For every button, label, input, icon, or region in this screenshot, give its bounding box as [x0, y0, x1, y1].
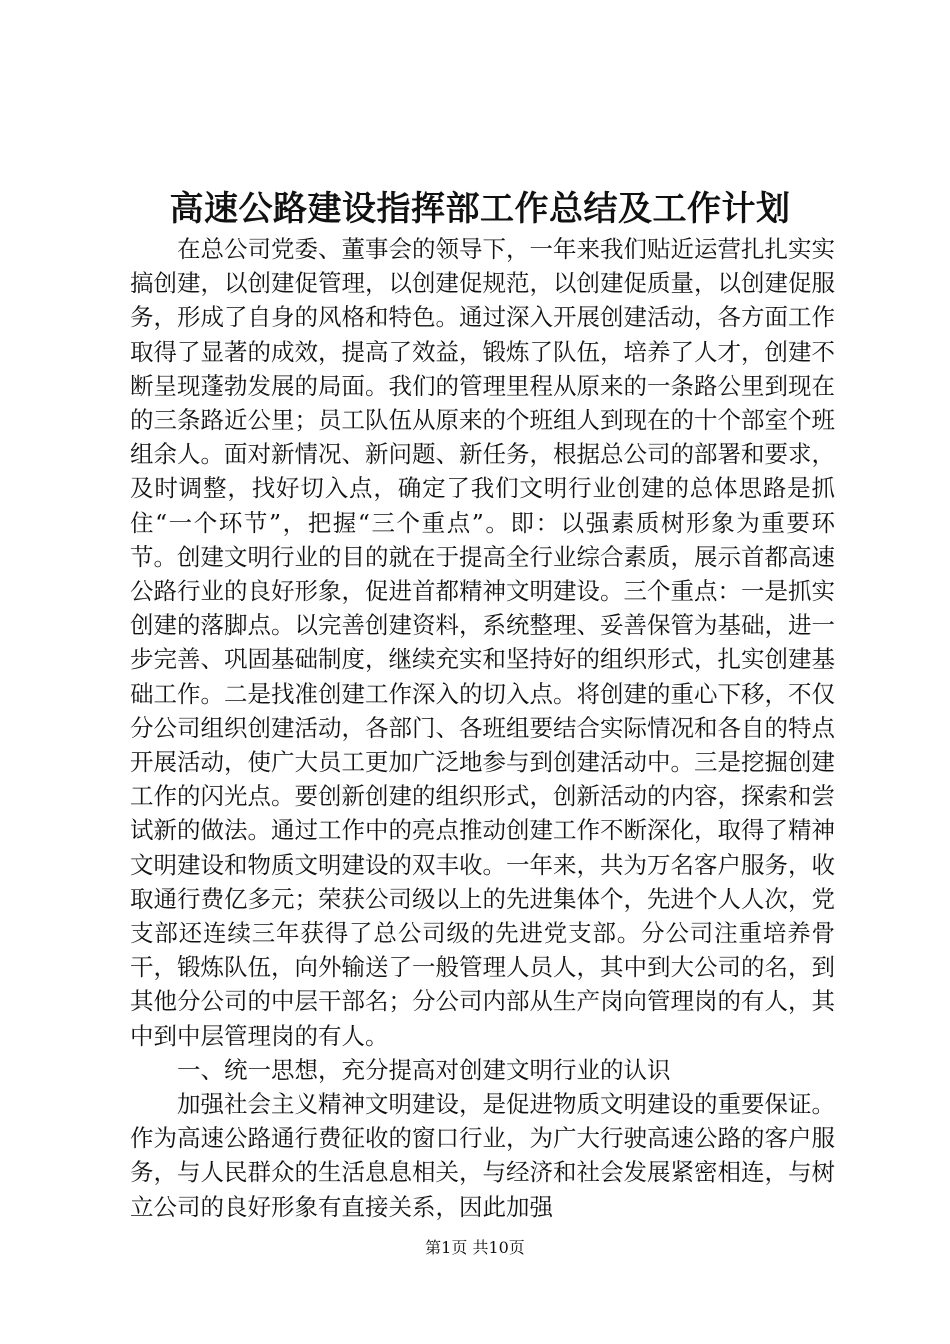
- document-title: 高速公路建设指挥部工作总结及工作计划: [169, 189, 791, 229]
- document-body: [130, 232, 835, 1224]
- paragraph-intro: 在总公司党委、董事会的领导下，一年来我们贴近运营扎扎实实搞创建，以创建促管理，以创建促规范，以创建促质量，以创建促服务，形成了自身的风格和特色。通过深入开展创建活动，各方面工作取得了显著的成效，提高了效益，锻炼了队伍，培养了人才，创建不断呈现蓬勃发展的局面。我们的管理里程从原来的一条路公里到现在的三条路近公里；员工队伍从原来的个班组人到现在的十个部室个班组余人。面对新情况、新问题、新任务，根据总公司的部署和要求，及时调整，找好切入点，确定了我们文明行业创建的总体思路是抓住“一个环节”，把握“三个重点”。即：以强素质树形象为重要环节。创建文明行业的目的就在于提高全行业综合素质，展示首都高速公路行业的良好形象，促进首都精神文明建设。三个重点：一是抓实创建的落脚点。以完善创建资料，系统整理、妥善保管为基础，进一步完善、巩固基础制度，继续充实和坚持好的组织形式，扎实创建基础工作。二是找准创建工作深入的切入点。将创建的重心下移，不仅分公司组织创建活动，各部门、各班组要结合实际情况和各自的特点开展活动，使广大员工更加广泛地参与到创建活动中。三是挖掘创建工作的闪光点。要创新创建的组织形式，创新活动的内容，探索和尝试新的做法。通过工作中的亮点推动创建工作不断深化，取得了精神文明建设和物质文明建设的双丰收。一年来，共为万名客户服务，收取通行费亿多元；荣获公司级以上的先进集体个，先进个人人次，党支部还连续三年获得了总公司级的先进党支部。分公司注重培养骨干，锻炼队伍，向外输送了一般管理人员人，其中到大公司的名，到其他分公司的中层干部名；分公司内部从生产岗向管理岗的有人，其中到中层管理岗的有人。: [130, 235, 835, 1050]
- page-number-footer: 第1页 共10页: [425, 1238, 525, 1257]
- paragraph-section-1: 加强社会主义精神文明建设，是促进物质文明建设的重要保证。作为高速公路通行费征收的窗口行业，为广大行驶高速公路的客户服务，与人民群众的生活息息相关，与经济和社会发展紧密相连，与树立公司的良好形象有直接关系，因此加强: [130, 1090, 835, 1221]
- section-heading-1: 一、统一思想，充分提高对创建文明行业的认识: [177, 1055, 671, 1084]
